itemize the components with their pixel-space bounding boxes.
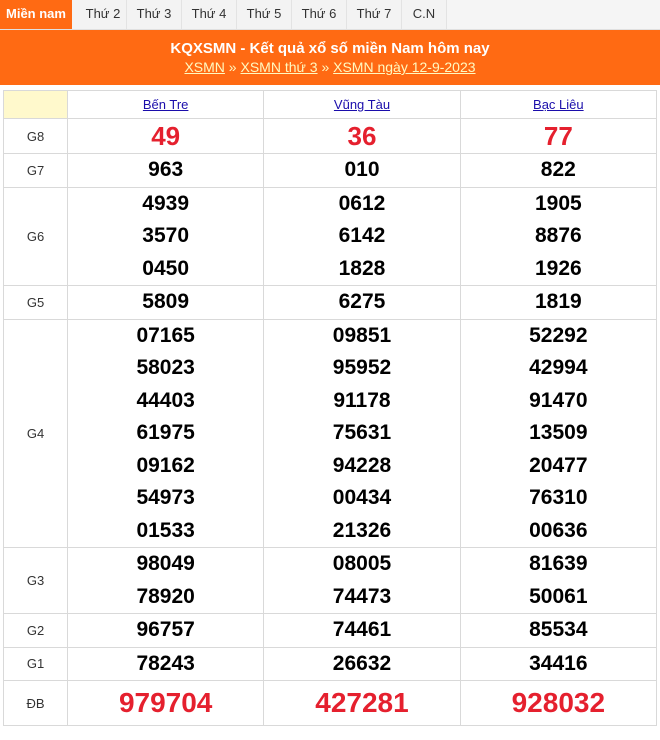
prize-cell [460, 286, 656, 320]
prize-number: 61975 [136, 421, 195, 444]
prize-row-g8 [4, 119, 657, 154]
prize-number: 50061 [529, 584, 588, 608]
prize-number: 4939 [142, 191, 190, 215]
prize-cell [460, 187, 656, 286]
prize-cell [264, 647, 460, 681]
province-header [460, 91, 656, 119]
prize-number: 77 [543, 121, 573, 151]
prize-label: G3 [4, 548, 68, 614]
prize-rows [4, 119, 657, 726]
prize-cell [68, 187, 264, 286]
page-title: KQXSMN - Kết quả xổ số miền Nam hôm nay [170, 40, 490, 57]
prize-number: 00434 [332, 486, 392, 509]
prize-number: 0612 [338, 191, 386, 215]
prize-cell [68, 548, 264, 614]
prize-number: 20477 [529, 453, 588, 477]
prize-cell [264, 319, 460, 548]
prize-number: 928032 [511, 687, 606, 718]
prize-number: 21326 [332, 518, 392, 542]
prize-number: 91470 [529, 388, 588, 412]
tab-thu-5[interactable]: Thứ 5 [237, 0, 292, 29]
prize-cell [68, 681, 264, 726]
tab-thu-4[interactable]: Thứ 4 [182, 0, 237, 29]
prize-number: 6275 [338, 290, 386, 313]
prize-number: 36 [347, 121, 377, 151]
prize-row-g7 [4, 154, 657, 188]
region-tabs [0, 0, 660, 30]
prize-number: 822 [540, 158, 576, 181]
province-link-vung-tau[interactable]: Vũng Tàu [333, 97, 391, 112]
prize-number: 34416 [529, 651, 588, 675]
prize-number: 13509 [529, 421, 588, 444]
prize-number: 58023 [136, 356, 195, 379]
prize-number: 09851 [332, 323, 392, 347]
prize-cell [264, 154, 460, 188]
breadcrumb-xsmn[interactable]: XSMN [184, 59, 225, 75]
breadcrumb-xsmn-thu-3[interactable]: XSMN thứ 3 [240, 59, 318, 75]
prize-cell [460, 647, 656, 681]
prize-row-đb [4, 681, 657, 726]
prize-number: 76310 [529, 486, 588, 509]
prize-cell [460, 119, 656, 154]
prize-number: 01533 [136, 518, 195, 542]
tab-thu-3[interactable]: Thứ 3 [127, 0, 182, 29]
prize-number: 6142 [338, 224, 386, 247]
prize-number: 427281 [315, 687, 409, 718]
prize-label: G1 [4, 647, 68, 681]
prize-cell [68, 286, 264, 320]
prize-cell [68, 319, 264, 548]
prize-row-g5 [4, 286, 657, 320]
prize-number: 95952 [332, 356, 392, 379]
prize-row-g1 [4, 647, 657, 681]
tab-mien-nam[interactable]: Miền nam [0, 0, 72, 29]
prize-number: 1926 [534, 256, 582, 280]
prize-cell [264, 681, 460, 726]
province-header [264, 91, 460, 119]
prize-row-g2 [4, 614, 657, 648]
tab-thu-7[interactable]: Thứ 7 [347, 0, 402, 29]
prize-cell [68, 154, 264, 188]
prize-number: 00636 [529, 518, 588, 542]
prize-cell [460, 681, 656, 726]
prize-number: 91178 [333, 388, 391, 412]
prize-row-g6 [4, 187, 657, 286]
prize-row-g4 [4, 319, 657, 548]
prize-cell [264, 286, 460, 320]
province-header [68, 91, 264, 119]
results-table [3, 90, 657, 726]
tab-chu-nhat[interactable]: C.N [402, 0, 447, 29]
tab-thu-2[interactable]: Thứ 2 [72, 0, 127, 29]
prize-number: 44403 [136, 388, 195, 412]
prize-label: ĐB [4, 681, 68, 726]
prize-number: 8876 [534, 224, 582, 247]
prize-number: 3570 [142, 224, 190, 247]
prize-cell [460, 548, 656, 614]
breadcrumb [0, 58, 660, 76]
prize-cell [264, 119, 460, 154]
prize-number: 96757 [136, 618, 195, 641]
prize-number: 1905 [534, 191, 582, 215]
prize-cell [460, 154, 656, 188]
prize-number: 5809 [142, 290, 190, 313]
prize-number: 08005 [332, 552, 392, 575]
prize-label: G7 [4, 154, 68, 188]
prize-number: 010 [344, 158, 380, 181]
prize-number: 78920 [136, 584, 195, 608]
prize-number: 49 [151, 121, 181, 151]
prize-number: 07165 [136, 323, 195, 347]
prize-label: G4 [4, 319, 68, 548]
prize-number: 26632 [332, 651, 392, 675]
prize-number: 75631 [332, 421, 392, 444]
prize-number: 52292 [529, 323, 588, 347]
breadcrumb-separator: » [321, 59, 330, 75]
prize-row-g3 [4, 548, 657, 614]
prize-number: 98049 [136, 552, 195, 575]
prize-number: 09162 [136, 453, 195, 477]
prize-label: G5 [4, 286, 68, 320]
prize-cell [460, 614, 656, 648]
prize-number: 94228 [332, 453, 392, 477]
breadcrumb-separator: » [228, 59, 237, 75]
prize-cell [68, 647, 264, 681]
prize-number: 0450 [142, 256, 190, 280]
prize-number: 1819 [534, 290, 582, 313]
prize-label: G6 [4, 187, 68, 286]
prize-number: 979704 [118, 687, 213, 718]
province-link-bac-lieu[interactable]: Bạc Liêu [533, 97, 584, 112]
prize-cell [264, 187, 460, 286]
prize-number: 963 [148, 158, 184, 181]
prize-number: 74461 [332, 618, 392, 641]
tab-thu-6[interactable]: Thứ 6 [292, 0, 347, 29]
prize-number: 74473 [332, 584, 392, 608]
prize-cell [264, 614, 460, 648]
prize-number: 78243 [136, 651, 195, 675]
prize-number: 54973 [136, 486, 195, 509]
prize-number: 1828 [338, 256, 386, 280]
prize-cell [460, 319, 656, 548]
prize-cell [68, 614, 264, 648]
prize-label: G8 [4, 119, 68, 154]
prize-number: 42994 [529, 356, 588, 379]
prize-cell [264, 548, 460, 614]
prize-number: 81639 [529, 552, 588, 575]
table-corner [4, 91, 68, 119]
province-link-ben-tre[interactable]: Bến Tre [142, 97, 189, 112]
result-header [0, 30, 660, 85]
prize-number: 85534 [529, 618, 588, 641]
breadcrumb-xsmn-date[interactable]: XSMN ngày 12-9-2023 [333, 59, 476, 75]
prize-label: G2 [4, 614, 68, 648]
prize-cell [68, 119, 264, 154]
table-header-row [4, 91, 657, 119]
